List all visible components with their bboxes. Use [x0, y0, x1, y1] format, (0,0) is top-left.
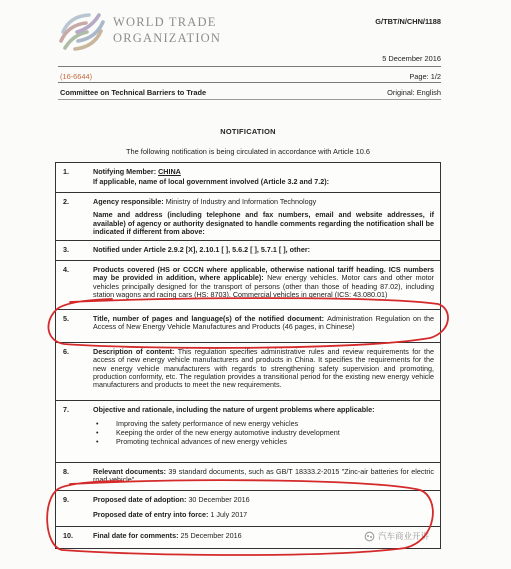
watermark-icon — [364, 531, 375, 542]
field-label: Title, number of pages and language(s) of the notified document: — [93, 314, 328, 323]
field-label: Proposed date of entry into force: — [93, 510, 211, 520]
watermark-text: 汽车商业开讲 — [378, 531, 430, 541]
notification-table — [55, 162, 441, 549]
row-number: 5. — [63, 314, 69, 323]
row-number: 4. — [63, 265, 69, 274]
table-row — [56, 163, 440, 192]
header-divider — [58, 99, 441, 100]
document-symbol: G/TBT/N/CHN/1188 — [375, 17, 441, 26]
committee-name: Committee on Technical Barriers to Trade — [60, 88, 207, 97]
table-row — [56, 192, 440, 240]
objective-list — [93, 419, 434, 446]
relevant-documents-cell — [88, 463, 440, 490]
page-title: NOTIFICATION — [220, 127, 276, 136]
table-row — [56, 309, 440, 342]
adoption-date-value: 30 December 2016 — [188, 495, 250, 504]
row-number: 10. — [63, 531, 73, 540]
header-divider — [58, 82, 441, 83]
notifying-member-cell — [88, 163, 440, 192]
notifying-member-value: CHINA — [158, 167, 181, 176]
entry-into-force-value: 1 July 2017 — [210, 510, 248, 520]
row-number: 3. — [63, 245, 69, 254]
notification-intro: The following notification is being circulated in accordance with Article 10.6 — [125, 147, 371, 156]
agency-cell — [88, 193, 440, 240]
products-covered-cell — [88, 261, 440, 309]
row-number: 2. — [63, 197, 69, 206]
table-row — [56, 400, 440, 462]
notified-article-cell — [88, 241, 440, 260]
objective-cell — [88, 401, 440, 462]
field-label: Proposed date of adoption: — [93, 495, 189, 504]
table-row — [56, 490, 440, 526]
row-number: 1. — [63, 167, 69, 176]
table-row — [56, 260, 440, 309]
table-row — [56, 240, 440, 260]
list-item: • Improving the safety performance of new energy vehicles — [93, 419, 434, 428]
field-label: Products covered (HS or CCCN where applicable, otherwise national tariff heading. ICS numbers may be provided in addition, where applicable): — [93, 265, 434, 283]
field-label: Notifying Member: — [93, 167, 159, 176]
field-label: Objective and rationale, including the nature of urgent problems where applicable: — [93, 405, 375, 414]
field-label: Name and address (including telephone and fax numbers, email and website addresses, if available) of agency or authority designated to handle comments regarding the notification shall be indicated if different from above: — [93, 210, 434, 236]
relevant-documents-value: 39 standard documents, such as GB/T 18333.2-2015 "Zinc-air batteries for electric road vehicle" — [93, 467, 434, 485]
table-row — [56, 342, 440, 400]
original-language: Original: English — [387, 88, 441, 97]
header-divider — [58, 66, 441, 67]
row-number: 8. — [63, 467, 69, 476]
list-item: • Promoting technical advances of new energy vehicles — [93, 437, 434, 446]
products-covered-value: New energy vehicles. Motor cars and other motor vehicles principally designed for the transport of persons (other than those of heading 87.02), including station wagons and racing cars (HS: 8703). Commercial vehicles in general (ICS: 43.080.01) — [93, 273, 434, 299]
agency-value: Ministry of Industry and Information Technology — [165, 197, 317, 206]
org-name-line2: ORGANIZATION — [113, 31, 222, 45]
document-title-value: Administration Regulation on the Access of New Energy Vehicle Manufactures and Products (46 pages, in Chinese) — [93, 314, 434, 332]
row-number: 6. — [63, 347, 69, 356]
page-indicator: Page: 1/2 — [409, 72, 441, 81]
field-label: Notified under Article 2.9.2 [X], 2.10.1 [ ], 5.6.2 [ ], 5.7.1 [ ], other: — [93, 245, 311, 254]
watermark — [364, 530, 429, 542]
field-label: Description of content: — [93, 347, 178, 356]
description-value: This regulation specifies administrative rules and review requirements for the access of new energy vehicle manufacturers and products in China. It specifies the requirements for the new energy vehicle manufacturers with regards to strengthening safety supervision and promoting, production conformity, etc. The regulation provides a transitional period for the existing new energy vehicle manufacturers and products to meet the new requirements. — [93, 347, 434, 390]
field-label: Relevant documents: — [93, 467, 169, 476]
document-date: 5 December 2016 — [382, 54, 441, 63]
row-number: 7. — [63, 405, 69, 414]
proposed-dates-cell — [88, 491, 440, 526]
org-name-line1: WORLD TRADE — [113, 15, 217, 29]
wto-logo-icon — [56, 10, 108, 54]
reference-number: (16-6644) — [60, 72, 93, 81]
comments-deadline-value: 25 December 2016 — [180, 531, 242, 540]
field-label: Agency responsible: — [93, 197, 166, 206]
document-title-cell — [88, 310, 440, 342]
description-cell — [88, 343, 440, 400]
row-number: 9. — [63, 495, 69, 504]
list-item: • Keeping the order of the new energy automotive industry development — [93, 428, 434, 437]
field-label: Final date for comments: — [93, 531, 181, 540]
field-label: If applicable, name of local government involved (Article 3.2 and 7.2): — [93, 177, 330, 187]
table-row — [56, 462, 440, 490]
